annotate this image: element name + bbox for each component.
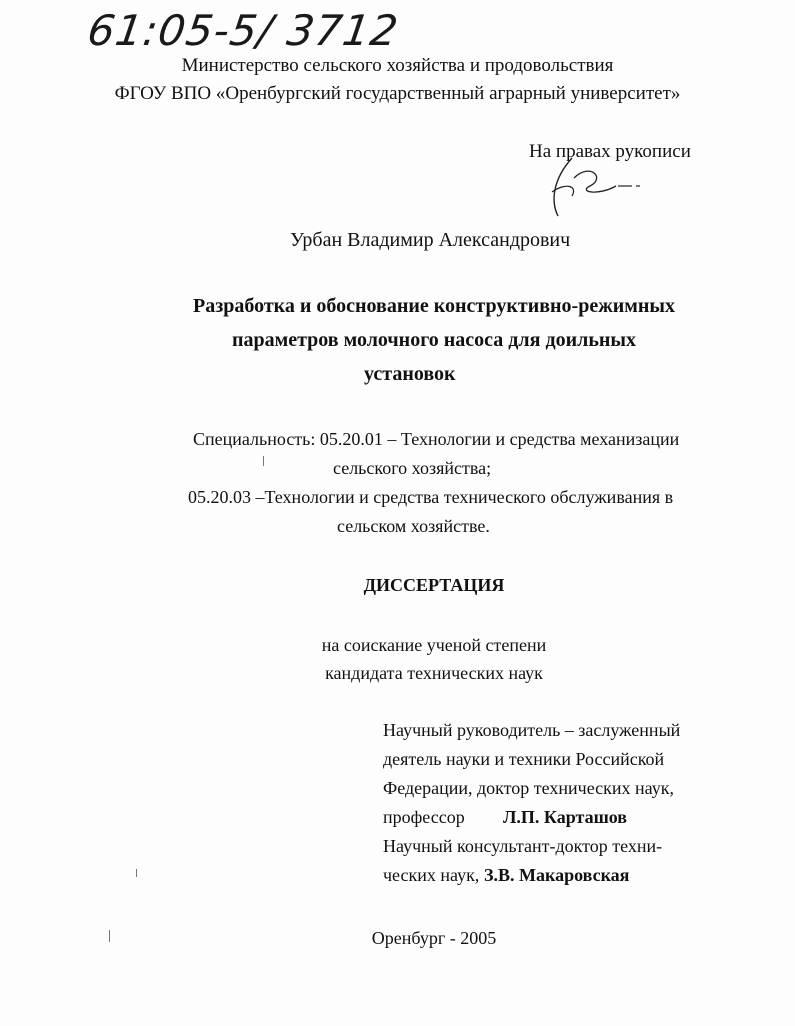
degree-line-1: на соискание ученой степени — [321, 635, 547, 655]
scan-speck — [263, 456, 264, 466]
consultant-line-2-prefix: ческих наук, — [383, 865, 480, 885]
supervisor-line-1: Научный руководитель – заслуженный — [383, 720, 681, 740]
specialty-line-4: сельском хозяйстве. — [337, 516, 490, 536]
dissertation-heading: ДИССЕРТАЦИЯ — [363, 575, 505, 595]
specialty-line-3: 05.20.03 –Технологии и средства технического обслуживания в — [188, 487, 674, 507]
consultant-line-1: Научный консультант-доктор техни- — [383, 836, 663, 856]
ministry-line: Министерство сельского хозяйства и продовольствия — [181, 55, 614, 76]
supervisor-line-3: Федерации, доктор технических наук, — [383, 778, 674, 798]
manuscript-rights: На правах рукописи — [529, 141, 691, 162]
title-line-2: параметров молочного насоса для доильных — [231, 329, 637, 351]
scan-speck — [109, 930, 110, 942]
supervisor-line-2: деятель науки и техники Российской — [383, 749, 665, 769]
supervisor-line-4-prefix: профессор — [383, 807, 465, 827]
specialty-line-2: сельского хозяйства; — [333, 458, 492, 478]
archive-handwritten-mark: 61:05-5/ 3712 — [84, 6, 402, 55]
degree-line-2: кандидата технических наук — [325, 663, 543, 683]
signature-mark — [532, 152, 642, 232]
city-year: Оренбург - 2005 — [371, 928, 497, 948]
consultant-name: З.В. Макаровская — [484, 865, 630, 885]
university-line: ФГОУ ВПО «Оренбургский государственный аграрный университет» — [114, 83, 681, 104]
specialty-line-1: Специальность: 05.20.01 – Технологии и средства механизации — [193, 429, 680, 449]
author-name: Урбан Владимир Александрович — [290, 229, 571, 251]
scan-speck — [136, 869, 137, 877]
title-line-3: установок — [364, 363, 456, 385]
title-line-1: Разработка и обоснование конструктивно-режимных — [192, 295, 675, 317]
supervisor-name: Л.П. Карташов — [503, 807, 628, 827]
